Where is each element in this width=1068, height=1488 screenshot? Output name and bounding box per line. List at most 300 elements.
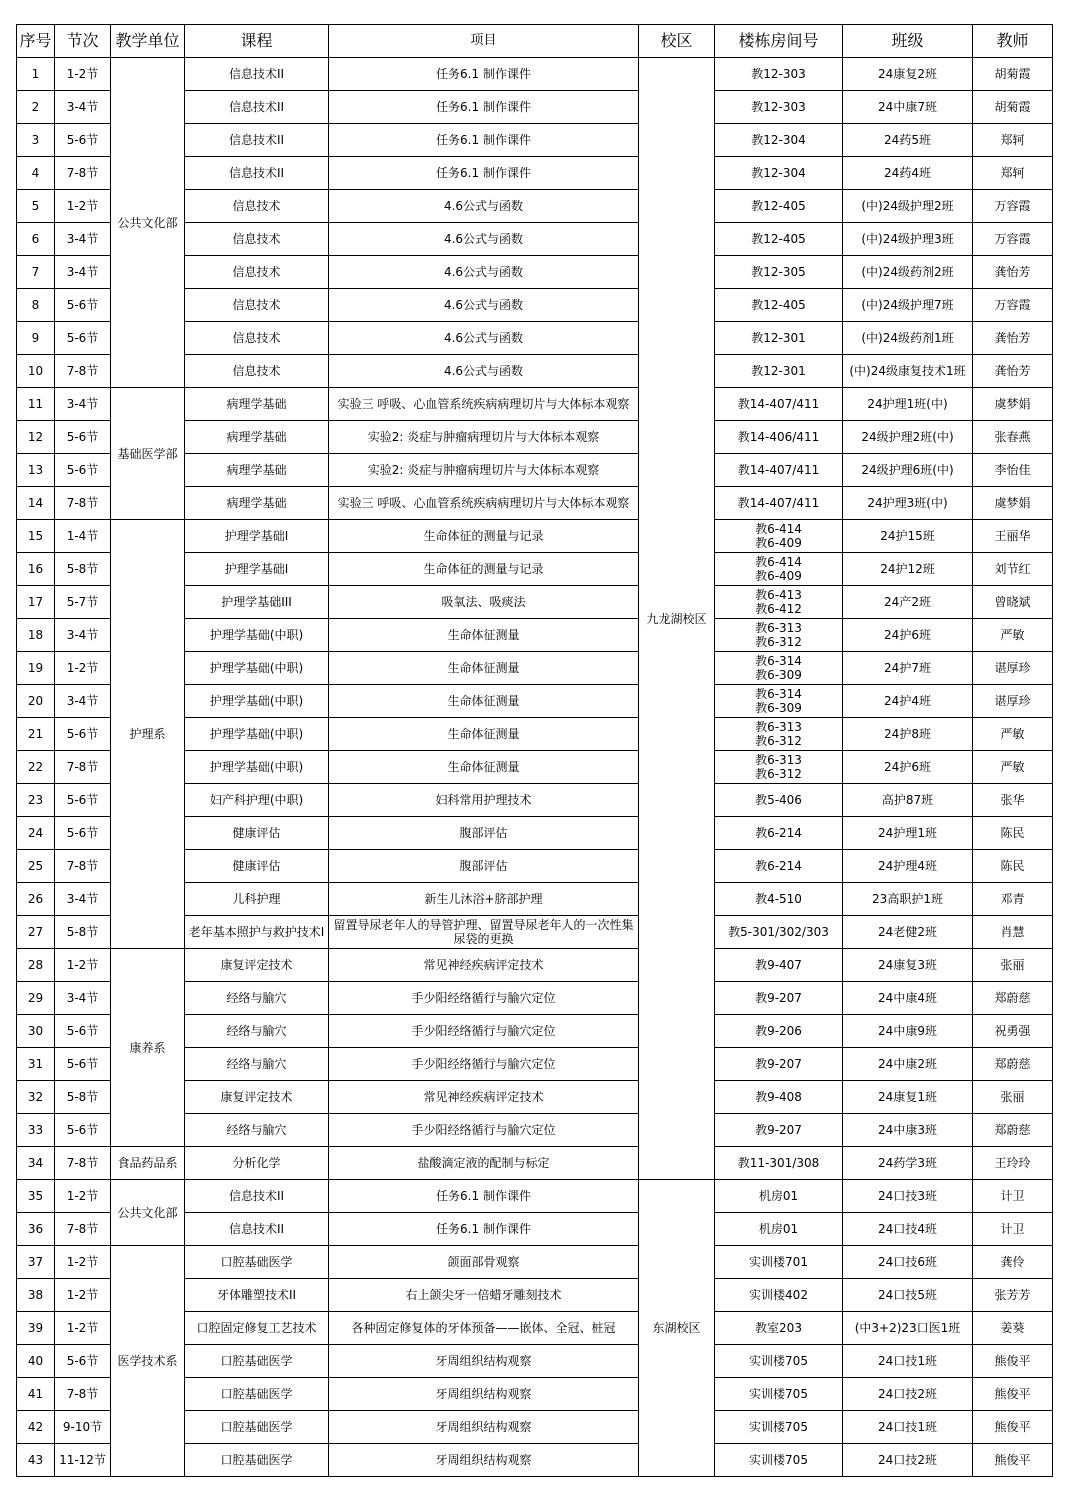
row-project: 颌面部骨观察 xyxy=(329,1246,639,1279)
row-course: 信息技术II xyxy=(185,58,329,91)
row-number: 21 xyxy=(17,718,55,751)
row-room: 实训楼701 xyxy=(715,1246,843,1279)
row-room: 教12-405 xyxy=(715,223,843,256)
row-project: 4.6公式与函数 xyxy=(329,289,639,322)
row-room xyxy=(715,553,843,586)
row-project: 任务6.1 制作课件 xyxy=(329,1213,639,1246)
row-teacher: 郑轲 xyxy=(973,124,1053,157)
row-number: 29 xyxy=(17,982,55,1015)
row-course: 护理学基础III xyxy=(185,586,329,619)
row-period: 1-2节 xyxy=(55,1312,111,1345)
row-project: 实验三 呼吸、心血管系统疾病病理切片与大体标本观察 xyxy=(329,487,639,520)
room-line-2: 教6-309 xyxy=(755,668,802,682)
row-teacher: 龚怡芳 xyxy=(973,322,1053,355)
row-number: 7 xyxy=(17,256,55,289)
row-course: 信息技术II xyxy=(185,157,329,190)
row-room: 教12-303 xyxy=(715,58,843,91)
row-course: 护理学基础(中职) xyxy=(185,718,329,751)
row-project: 留置导尿老年人的导管护理、留置导尿老年人的一次性集尿袋的更换 xyxy=(329,916,639,949)
row-project: 生命体征测量 xyxy=(329,685,639,718)
row-course: 信息技术II xyxy=(185,1180,329,1213)
row-teacher: 龚怡芳 xyxy=(973,355,1053,388)
row-room: 教9-207 xyxy=(715,982,843,1015)
row-project: 生命体征测量 xyxy=(329,751,639,784)
row-period: 3-4节 xyxy=(55,91,111,124)
row-course: 病理学基础 xyxy=(185,454,329,487)
row-room: 教4-510 xyxy=(715,883,843,916)
row-number: 10 xyxy=(17,355,55,388)
row-class: 24护8班 xyxy=(843,718,973,751)
department-cell: 基础医学部 xyxy=(111,388,185,520)
row-period: 3-4节 xyxy=(55,619,111,652)
row-period: 5-6节 xyxy=(55,1114,111,1147)
row-course: 经络与腧穴 xyxy=(185,1048,329,1081)
row-teacher: 张芳芳 xyxy=(973,1279,1053,1312)
row-class: 24护理1班 xyxy=(843,817,973,850)
row-class: 24产2班 xyxy=(843,586,973,619)
row-course: 健康评估 xyxy=(185,850,329,883)
row-teacher: 郑蔚慈 xyxy=(973,982,1053,1015)
row-number: 5 xyxy=(17,190,55,223)
row-project: 生命体征的测量与记录 xyxy=(329,553,639,586)
table-row xyxy=(17,58,1053,91)
row-number: 2 xyxy=(17,91,55,124)
room-line-1: 教6-414 xyxy=(755,555,802,569)
row-project: 任务6.1 制作课件 xyxy=(329,58,639,91)
row-room: 教12-301 xyxy=(715,355,843,388)
row-class: 24药5班 xyxy=(843,124,973,157)
row-period: 3-4节 xyxy=(55,388,111,421)
row-teacher: 王丽华 xyxy=(973,520,1053,553)
row-project: 任务6.1 制作课件 xyxy=(329,91,639,124)
row-class: 24护6班 xyxy=(843,751,973,784)
row-number: 9 xyxy=(17,322,55,355)
row-number: 34 xyxy=(17,1147,55,1180)
header-row xyxy=(17,25,1053,58)
row-class: 24康复2班 xyxy=(843,58,973,91)
row-teacher: 姜葵 xyxy=(973,1312,1053,1345)
row-period: 5-6节 xyxy=(55,1345,111,1378)
row-class: 24中康4班 xyxy=(843,982,973,1015)
row-course: 经络与腧穴 xyxy=(185,982,329,1015)
row-class: 24口技1班 xyxy=(843,1345,973,1378)
row-period: 3-4节 xyxy=(55,685,111,718)
row-number: 1 xyxy=(17,58,55,91)
room-line-2: 教6-409 xyxy=(755,536,802,550)
row-room: 教12-405 xyxy=(715,289,843,322)
row-teacher: 龚伶 xyxy=(973,1246,1053,1279)
room-line-1: 教6-413 xyxy=(755,588,802,602)
row-period: 5-8节 xyxy=(55,916,111,949)
header-campus: 校区 xyxy=(639,25,715,58)
row-course: 病理学基础 xyxy=(185,487,329,520)
row-teacher: 王玲玲 xyxy=(973,1147,1053,1180)
row-period: 11-12节 xyxy=(55,1444,111,1477)
row-project: 生命体征测量 xyxy=(329,718,639,751)
row-project: 手少阳经络循行与腧穴定位 xyxy=(329,1048,639,1081)
row-number: 16 xyxy=(17,553,55,586)
row-period: 7-8节 xyxy=(55,1378,111,1411)
row-room: 实训楼705 xyxy=(715,1444,843,1477)
row-project: 4.6公式与函数 xyxy=(329,256,639,289)
row-number: 40 xyxy=(17,1345,55,1378)
row-number: 28 xyxy=(17,949,55,982)
room-line-1: 教6-314 xyxy=(755,654,802,668)
row-class: 24护4班 xyxy=(843,685,973,718)
row-course: 护理学基础(中职) xyxy=(185,652,329,685)
table-row xyxy=(17,1147,1053,1180)
row-course: 护理学基础I xyxy=(185,553,329,586)
row-room: 教室203 xyxy=(715,1312,843,1345)
row-class: 24中康2班 xyxy=(843,1048,973,1081)
row-project: 4.6公式与函数 xyxy=(329,355,639,388)
department-cell: 食品药品系 xyxy=(111,1147,185,1180)
row-course: 牙体雕塑技术II xyxy=(185,1279,329,1312)
row-course: 老年基本照护与救护技术I xyxy=(185,916,329,949)
row-class: 24口技1班 xyxy=(843,1411,973,1444)
row-number: 25 xyxy=(17,850,55,883)
row-period: 7-8节 xyxy=(55,1213,111,1246)
room-line-1: 教6-414 xyxy=(755,522,802,536)
row-room xyxy=(715,619,843,652)
row-class: 24口技5班 xyxy=(843,1279,973,1312)
row-room: 教14-407/411 xyxy=(715,388,843,421)
row-teacher: 严敏 xyxy=(973,619,1053,652)
row-course: 护理学基础(中职) xyxy=(185,619,329,652)
department-cell: 护理系 xyxy=(111,520,185,949)
row-number: 8 xyxy=(17,289,55,322)
row-room: 教12-304 xyxy=(715,124,843,157)
header-department: 教学单位 xyxy=(111,25,185,58)
row-teacher: 熊俊平 xyxy=(973,1378,1053,1411)
row-period: 5-7节 xyxy=(55,586,111,619)
row-teacher: 张丽 xyxy=(973,1081,1053,1114)
row-period: 5-6节 xyxy=(55,718,111,751)
row-project: 4.6公式与函数 xyxy=(329,190,639,223)
row-project: 腹部评估 xyxy=(329,850,639,883)
row-period: 1-2节 xyxy=(55,652,111,685)
row-period: 1-4节 xyxy=(55,520,111,553)
row-course: 口腔基础医学 xyxy=(185,1444,329,1477)
row-period: 7-8节 xyxy=(55,751,111,784)
row-course: 口腔基础医学 xyxy=(185,1411,329,1444)
row-period: 5-6节 xyxy=(55,124,111,157)
schedule-table xyxy=(16,24,1053,1477)
table-row xyxy=(17,1180,1053,1213)
row-class: (中)24级护理7班 xyxy=(843,289,973,322)
row-period: 5-6节 xyxy=(55,289,111,322)
row-room: 教12-303 xyxy=(715,91,843,124)
row-number: 33 xyxy=(17,1114,55,1147)
row-class: 24护理3班(中) xyxy=(843,487,973,520)
room-line-1: 教6-313 xyxy=(755,621,802,635)
row-class: (中3+2)23口医1班 xyxy=(843,1312,973,1345)
row-room: 教9-207 xyxy=(715,1114,843,1147)
row-room: 教9-207 xyxy=(715,1048,843,1081)
room-line-2: 教6-409 xyxy=(755,569,802,583)
row-project: 牙周组织结构观察 xyxy=(329,1378,639,1411)
department-cell: 公共文化部 xyxy=(111,58,185,388)
row-project: 常见神经疾病评定技术 xyxy=(329,1081,639,1114)
room-line-2: 教6-312 xyxy=(755,767,802,781)
row-class: 24中康7班 xyxy=(843,91,973,124)
row-teacher: 刘节红 xyxy=(973,553,1053,586)
row-room xyxy=(715,652,843,685)
row-teacher: 龚怡芳 xyxy=(973,256,1053,289)
row-period: 3-4节 xyxy=(55,256,111,289)
row-class: 24护7班 xyxy=(843,652,973,685)
row-course: 口腔基础医学 xyxy=(185,1246,329,1279)
room-line-2: 教6-312 xyxy=(755,635,802,649)
row-project: 实验2: 炎症与肿瘤病理切片与大体标本观察 xyxy=(329,421,639,454)
row-class: 24中康3班 xyxy=(843,1114,973,1147)
row-course: 信息技术II xyxy=(185,1213,329,1246)
row-period: 3-4节 xyxy=(55,982,111,1015)
row-project: 牙周组织结构观察 xyxy=(329,1444,639,1477)
row-class: 24口技6班 xyxy=(843,1246,973,1279)
row-teacher: 胡菊霞 xyxy=(973,91,1053,124)
row-number: 42 xyxy=(17,1411,55,1444)
row-room: 教9-408 xyxy=(715,1081,843,1114)
row-course: 口腔基础医学 xyxy=(185,1378,329,1411)
row-teacher: 胡菊霞 xyxy=(973,58,1053,91)
header-no: 序号 xyxy=(17,25,55,58)
row-period: 7-8节 xyxy=(55,1147,111,1180)
row-room: 教12-305 xyxy=(715,256,843,289)
row-room: 实训楼402 xyxy=(715,1279,843,1312)
row-course: 信息技术II xyxy=(185,91,329,124)
room-line-1: 教6-313 xyxy=(755,720,802,734)
row-period: 7-8节 xyxy=(55,487,111,520)
department-cell: 康养系 xyxy=(111,949,185,1147)
row-room xyxy=(715,520,843,553)
row-course: 信息技术II xyxy=(185,124,329,157)
row-number: 22 xyxy=(17,751,55,784)
row-project: 妇科常用护理技术 xyxy=(329,784,639,817)
row-teacher: 郑轲 xyxy=(973,157,1053,190)
row-project: 右上颌尖牙一倍蜡牙雕刻技术 xyxy=(329,1279,639,1312)
row-period: 5-6节 xyxy=(55,784,111,817)
row-course: 护理学基础(中职) xyxy=(185,751,329,784)
row-number: 27 xyxy=(17,916,55,949)
row-teacher: 张春燕 xyxy=(973,421,1053,454)
row-class: 高护87班 xyxy=(843,784,973,817)
row-class: 24口技4班 xyxy=(843,1213,973,1246)
row-teacher: 计卫 xyxy=(973,1180,1053,1213)
row-class: 23高职护1班 xyxy=(843,883,973,916)
row-number: 30 xyxy=(17,1015,55,1048)
row-class: 24护6班 xyxy=(843,619,973,652)
row-room: 实训楼705 xyxy=(715,1345,843,1378)
row-teacher: 熊俊平 xyxy=(973,1444,1053,1477)
row-class: 24口技2班 xyxy=(843,1378,973,1411)
row-project: 任务6.1 制作课件 xyxy=(329,1180,639,1213)
row-period: 1-2节 xyxy=(55,1246,111,1279)
row-class: 24级护理2班(中) xyxy=(843,421,973,454)
row-project: 腹部评估 xyxy=(329,817,639,850)
row-class: 24护12班 xyxy=(843,553,973,586)
row-period: 1-2节 xyxy=(55,1180,111,1213)
row-project: 吸氧法、吸痰法 xyxy=(329,586,639,619)
row-project: 新生儿沐浴+脐部护理 xyxy=(329,883,639,916)
row-period: 5-6节 xyxy=(55,454,111,487)
room-line-2: 教6-412 xyxy=(755,602,802,616)
row-teacher: 熊俊平 xyxy=(973,1411,1053,1444)
row-class: (中)24级药剂1班 xyxy=(843,322,973,355)
row-number: 19 xyxy=(17,652,55,685)
row-teacher: 肖慧 xyxy=(973,916,1053,949)
row-project: 4.6公式与函数 xyxy=(329,223,639,256)
campus-cell: 九龙湖校区 xyxy=(639,58,715,1180)
row-teacher: 李怡佳 xyxy=(973,454,1053,487)
row-course: 病理学基础 xyxy=(185,388,329,421)
row-teacher: 熊俊平 xyxy=(973,1345,1053,1378)
row-class: 24级护理6班(中) xyxy=(843,454,973,487)
row-course: 儿科护理 xyxy=(185,883,329,916)
row-number: 41 xyxy=(17,1378,55,1411)
row-class: 24口技2班 xyxy=(843,1444,973,1477)
row-project: 盐酸滴定液的配制与标定 xyxy=(329,1147,639,1180)
row-teacher: 郑蔚慈 xyxy=(973,1114,1053,1147)
row-teacher: 万容霞 xyxy=(973,190,1053,223)
row-class: (中)24级护理2班 xyxy=(843,190,973,223)
row-period: 1-2节 xyxy=(55,58,111,91)
room-line-1: 教6-314 xyxy=(755,687,802,701)
row-class: (中)24级康复技术1班 xyxy=(843,355,973,388)
row-room: 实训楼705 xyxy=(715,1411,843,1444)
table-row xyxy=(17,1246,1053,1279)
row-course: 康复评定技术 xyxy=(185,1081,329,1114)
header-course: 课程 xyxy=(185,25,329,58)
row-teacher: 邓青 xyxy=(973,883,1053,916)
row-teacher: 张华 xyxy=(973,784,1053,817)
row-class: (中)24级护理3班 xyxy=(843,223,973,256)
row-class: 24康复1班 xyxy=(843,1081,973,1114)
row-room: 教12-301 xyxy=(715,322,843,355)
row-period: 5-6节 xyxy=(55,322,111,355)
row-course: 经络与腧穴 xyxy=(185,1114,329,1147)
row-project: 手少阳经络循行与腧穴定位 xyxy=(329,1015,639,1048)
header-project: 项目 xyxy=(329,25,639,58)
row-period: 3-4节 xyxy=(55,883,111,916)
row-teacher: 谌厚珍 xyxy=(973,685,1053,718)
table-row xyxy=(17,388,1053,421)
row-project: 牙周组织结构观察 xyxy=(329,1345,639,1378)
row-class: 24护15班 xyxy=(843,520,973,553)
row-room: 教14-406/411 xyxy=(715,421,843,454)
row-project: 生命体征的测量与记录 xyxy=(329,520,639,553)
row-room: 机房01 xyxy=(715,1213,843,1246)
row-period: 5-6节 xyxy=(55,1015,111,1048)
row-room xyxy=(715,718,843,751)
row-number: 20 xyxy=(17,685,55,718)
row-number: 38 xyxy=(17,1279,55,1312)
row-teacher: 郑蔚慈 xyxy=(973,1048,1053,1081)
table-row xyxy=(17,520,1053,553)
row-project: 实验2: 炎症与肿瘤病理切片与大体标本观察 xyxy=(329,454,639,487)
row-room: 实训楼705 xyxy=(715,1378,843,1411)
row-course: 病理学基础 xyxy=(185,421,329,454)
row-course: 妇产科护理(中职) xyxy=(185,784,329,817)
row-teacher: 虞梦娟 xyxy=(973,487,1053,520)
row-number: 32 xyxy=(17,1081,55,1114)
row-project: 手少阳经络循行与腧穴定位 xyxy=(329,1114,639,1147)
row-teacher: 张丽 xyxy=(973,949,1053,982)
row-room: 教11-301/308 xyxy=(715,1147,843,1180)
row-teacher: 曾晓斌 xyxy=(973,586,1053,619)
row-teacher: 陈民 xyxy=(973,817,1053,850)
room-line-1: 教6-313 xyxy=(755,753,802,767)
row-number: 14 xyxy=(17,487,55,520)
header-teacher: 教师 xyxy=(973,25,1053,58)
row-course: 信息技术 xyxy=(185,355,329,388)
row-period: 9-10节 xyxy=(55,1411,111,1444)
row-period: 1-2节 xyxy=(55,190,111,223)
row-class: 24药4班 xyxy=(843,157,973,190)
row-number: 11 xyxy=(17,388,55,421)
row-number: 36 xyxy=(17,1213,55,1246)
row-number: 43 xyxy=(17,1444,55,1477)
row-class: 24康复3班 xyxy=(843,949,973,982)
row-class: 24口技3班 xyxy=(843,1180,973,1213)
row-number: 17 xyxy=(17,586,55,619)
row-room: 教6-214 xyxy=(715,850,843,883)
row-room: 教14-407/411 xyxy=(715,454,843,487)
header-room: 楼栋房间号 xyxy=(715,25,843,58)
row-room: 教6-214 xyxy=(715,817,843,850)
row-class: 24中康9班 xyxy=(843,1015,973,1048)
row-course: 口腔固定修复工艺技术 xyxy=(185,1312,329,1345)
row-period: 1-2节 xyxy=(55,949,111,982)
row-course: 康复评定技术 xyxy=(185,949,329,982)
campus-cell: 东湖校区 xyxy=(639,1180,715,1477)
row-number: 4 xyxy=(17,157,55,190)
row-period: 5-8节 xyxy=(55,1081,111,1114)
row-course: 信息技术 xyxy=(185,322,329,355)
header-period: 节次 xyxy=(55,25,111,58)
row-teacher: 陈民 xyxy=(973,850,1053,883)
row-room: 教5-301/302/303 xyxy=(715,916,843,949)
row-number: 24 xyxy=(17,817,55,850)
row-project: 生命体征测量 xyxy=(329,652,639,685)
row-project: 任务6.1 制作课件 xyxy=(329,157,639,190)
row-number: 23 xyxy=(17,784,55,817)
row-teacher: 万容霞 xyxy=(973,223,1053,256)
row-period: 7-8节 xyxy=(55,850,111,883)
row-period: 7-8节 xyxy=(55,355,111,388)
row-number: 35 xyxy=(17,1180,55,1213)
row-project: 牙周组织结构观察 xyxy=(329,1411,639,1444)
row-room: 教12-405 xyxy=(715,190,843,223)
row-room xyxy=(715,751,843,784)
row-period: 5-6节 xyxy=(55,421,111,454)
row-class: 24护理1班(中) xyxy=(843,388,973,421)
row-project: 实验三 呼吸、心血管系统疾病病理切片与大体标本观察 xyxy=(329,388,639,421)
department-cell: 医学技术系 xyxy=(111,1246,185,1477)
row-project: 任务6.1 制作课件 xyxy=(329,124,639,157)
row-number: 31 xyxy=(17,1048,55,1081)
row-number: 39 xyxy=(17,1312,55,1345)
row-project: 常见神经疾病评定技术 xyxy=(329,949,639,982)
row-teacher: 万容霞 xyxy=(973,289,1053,322)
row-class: (中)24级药剂2班 xyxy=(843,256,973,289)
row-room xyxy=(715,685,843,718)
row-course: 护理学基础(中职) xyxy=(185,685,329,718)
row-room xyxy=(715,586,843,619)
row-room: 教12-304 xyxy=(715,157,843,190)
row-number: 6 xyxy=(17,223,55,256)
row-number: 3 xyxy=(17,124,55,157)
